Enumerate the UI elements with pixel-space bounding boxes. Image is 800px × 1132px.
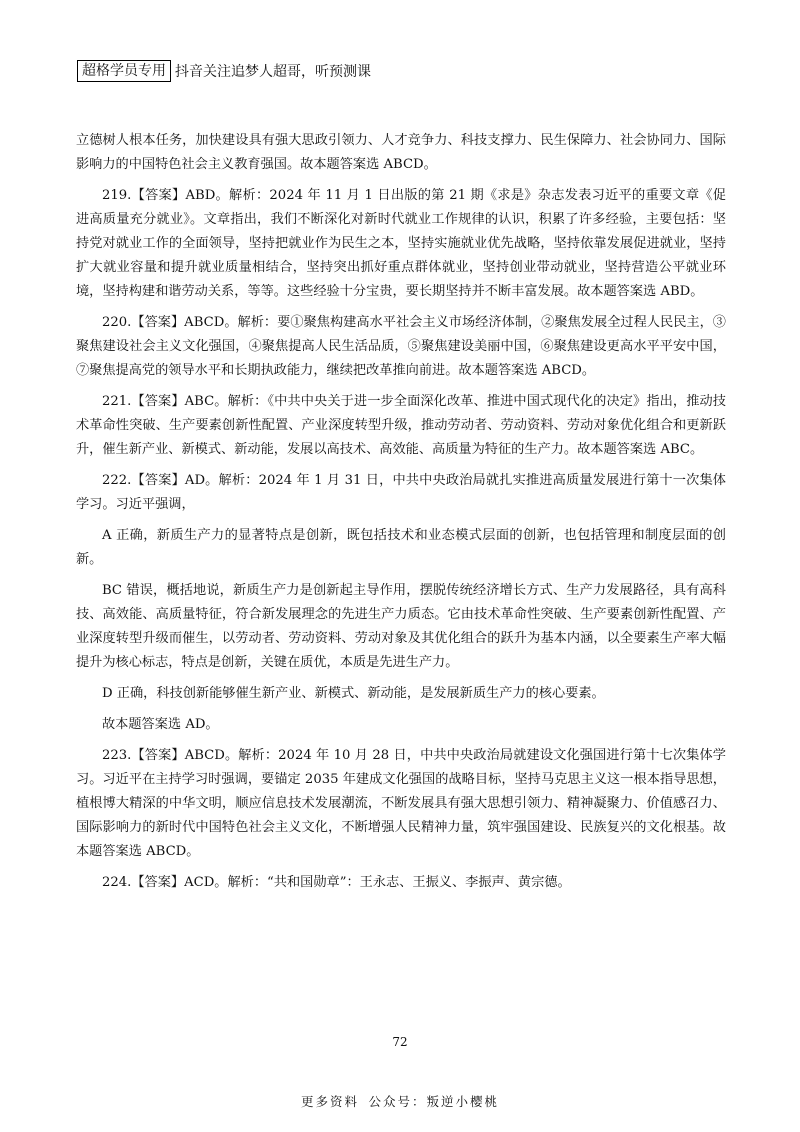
paragraph-219: 219.【答案】ABD。解析：2024 年 11 月 1 日出版的第 21 期《求是》杂志发表习近平的重要文章《促进高质量充分就业》。文章指出，我们不断深化对新时代就业工作规律的认识，积累了许多经验，主要包括：坚持党对就业工作的全面领导，坚持把就业作为民生之本，坚持实施就业优先战略，坚持依靠发展促进就业，坚持扩大就业容量和提升就业质量相结合，坚持突出抓好重点群体就业，坚持创业带动就业，坚持营造公平就业环境，坚持构建和谐劳动关系，等等。这些经验十分宝贵，要长期坚持并不断丰富发展。故本题答案选 ABD。 xyxy=(76,188,726,299)
paragraph-221: 221.【答案】ABC。解析：《中共中央关于进一步全面深化改革、推进中国式现代化的决定》指出，推动技术革命性突破、生产要素创新性配置、产业深度转型升级，推动劳动者、劳动资料、劳动对象优化组合和更新跃升，催生新产业、新模式、新动能，发展以高技术、高效能、高质量为特征的生产力。故本题答案选 ABC。 xyxy=(76,394,726,457)
header xyxy=(77,60,371,82)
paragraph-223: 223.【答案】ABCD。解析：2024 年 10 月 28 日，中共中央政治局就建设文化强国进行第十七次集体学习。习近平在主持学习时强调，要锚定 2035 年建成文化强国的战略目标，坚持马克思主义这一根本指导思想，植根博大精深的中华文明，顺应信息技术发展潮流，不断发展具有强大思想引领力、精神凝聚力、价值感召力、国际影响力的新时代中国特色社会主义文化，不断增强人民精神力量，筑牢强国建设、民族复兴的文化根基。故本题答案选 ABCD。 xyxy=(76,748,726,859)
paragraph: 立德树人根本任务，加快建设具有强大思政引领力、人才竞争力、科技支撑力、民生保障力、社会协同力、国际影响力的中国特色社会主义教育强国。故本题答案选 ABCD。 xyxy=(76,133,726,172)
page-number: 72 xyxy=(392,1035,408,1049)
paragraph-222-d: D 正确，科技创新能够催生新产业、新模式、新动能，是发展新质生产力的核心要素。 xyxy=(102,686,605,701)
paragraph-222-bc: BC 错误，概括地说，新质生产力是创新起主导作用，摆脱传统经济增长方式、生产力发展路径，具有高科技、高效能、高质量特征，符合新发展理念的先进生产力质态。它由技术革命性突破、生产要素创新性配置、产业深度转型升级而催生，以劳动者、劳动资料、劳动对象及其优化组合的跃升为基本内涵，以全要素生产率大幅提升为核心标志，特点是创新，关键在质优，本质是先进生产力。 xyxy=(76,583,726,670)
paragraph-222: 222.【答案】AD。解析：2024 年 1 月 31 日，中共中央政治局就扎实推进高质量发展进行第十一次集体学习。习近平强调， xyxy=(76,473,726,512)
header-text: 抖音关注追梦人超哥，听预测课 xyxy=(175,64,371,80)
paragraph-224: 224.【答案】ACD。解析：“共和国勋章”：王永志、王振义、李振声、黄宗德。 xyxy=(102,875,571,890)
footer-text: 更多资料 公众号：叛逆小樱桃 xyxy=(300,1094,500,1109)
document-body xyxy=(76,129,726,902)
paragraph-222-a: A 正确，新质生产力的显著特点是创新，既包括技术和业态模式层面的创新，也包括管理和制度层面的创新。 xyxy=(76,528,726,567)
paragraph-222-answer: 故本题答案选 AD。 xyxy=(102,717,219,732)
header-badge: 超格学员专用 xyxy=(77,60,171,82)
paragraph-220: 220.【答案】ABCD。解析：要①聚焦构建高水平社会主义市场经济体制，②聚焦发展全过程人民民主，③聚焦建设社会主义文化强国，④聚焦提高人民生活品质，⑤聚焦建设美丽中国，⑥聚焦建设更高水平平安中国，⑦聚焦提高党的领导水平和长期执政能力，继续把改革推向前进。故本题答案选 ABCD。 xyxy=(76,315,726,378)
